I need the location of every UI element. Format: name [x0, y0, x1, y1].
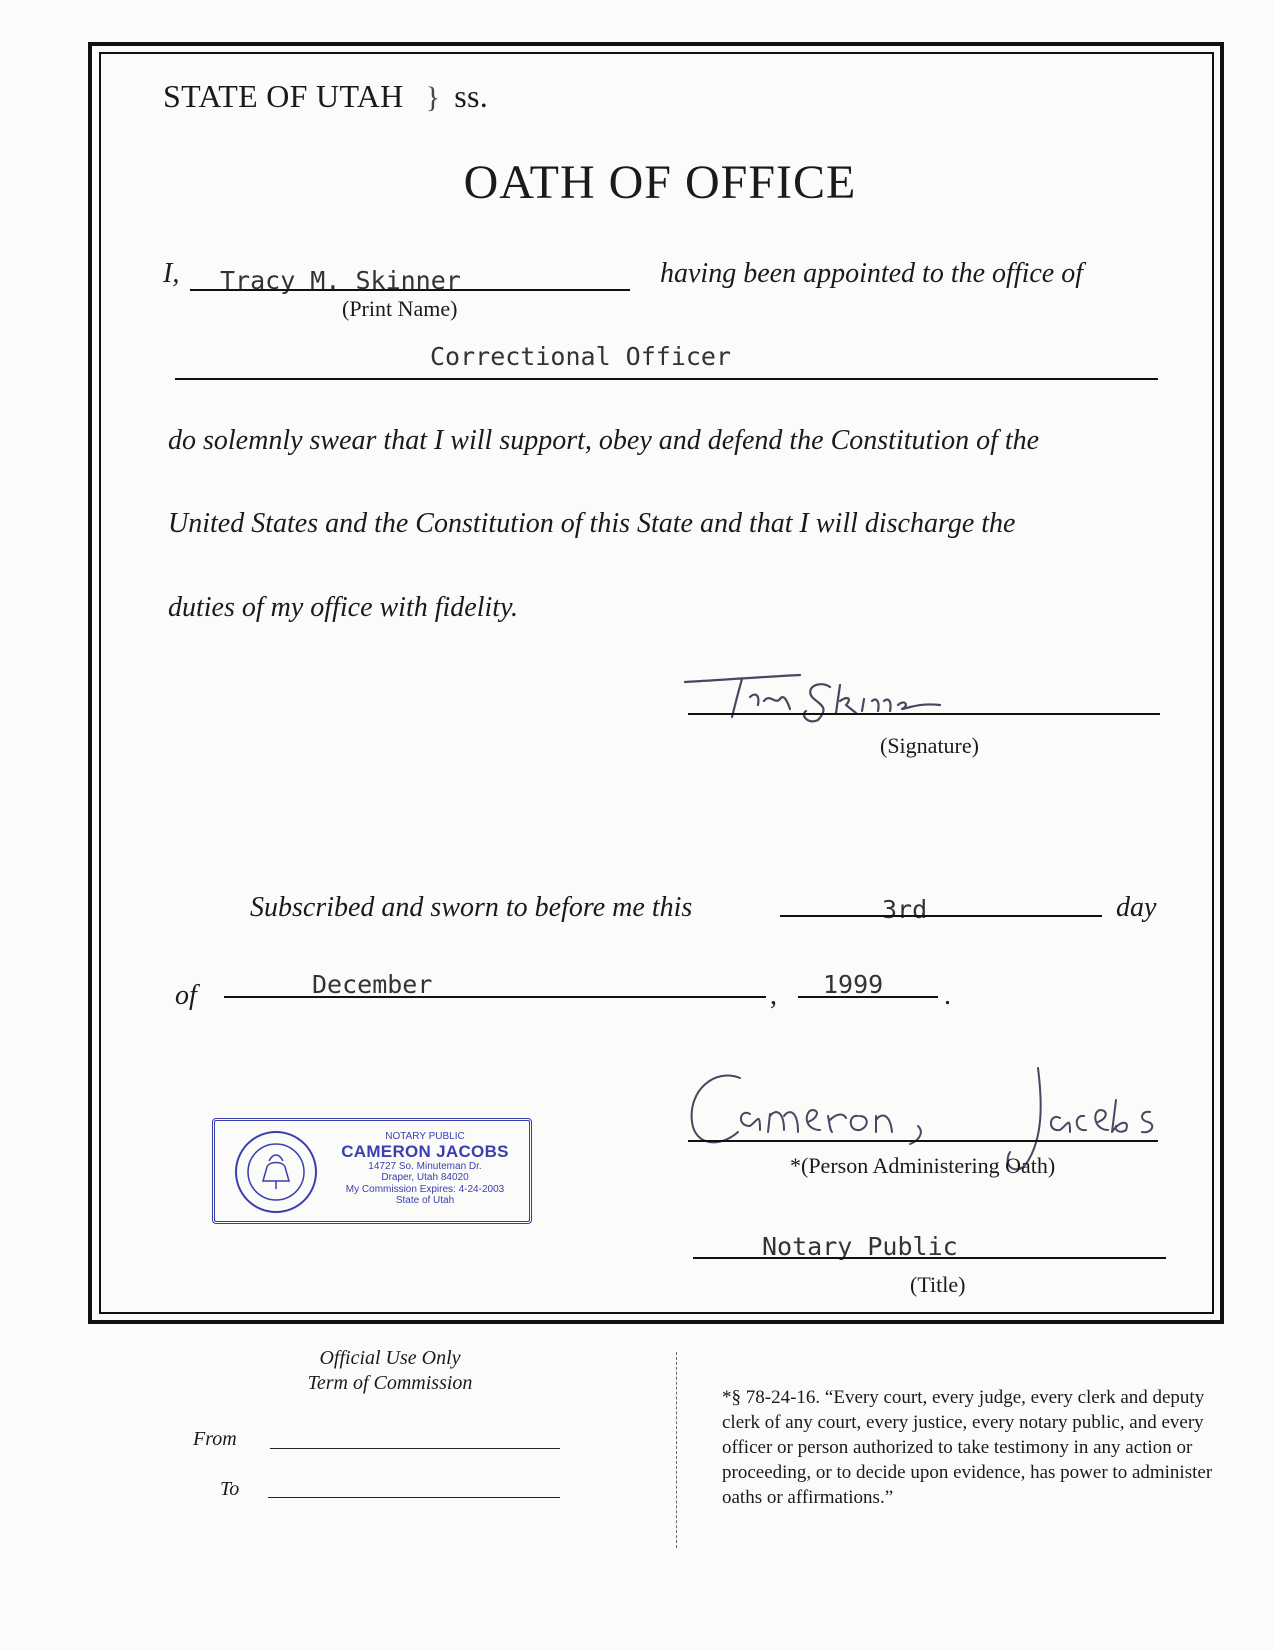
- administrator-title-value: Notary Public: [762, 1232, 958, 1261]
- sworn-comma: ,: [770, 980, 777, 1011]
- signature-handwriting: [680, 665, 980, 725]
- section-divider: [676, 1352, 677, 1548]
- stamp-line-2: CAMERON JACOBS: [341, 1142, 509, 1162]
- from-line: [270, 1448, 560, 1449]
- administrator-line: [688, 1140, 1158, 1142]
- oath-body-line-1: do solemnly swear that I will support, obey and defend the Constitution of the: [168, 425, 1040, 456]
- to-label: To: [220, 1478, 240, 1500]
- sworn-month-value: December: [312, 970, 433, 999]
- sworn-of-word: of: [175, 980, 197, 1011]
- administrator-caption: *(Person Administering Oath): [790, 1153, 1056, 1178]
- signature-caption: (Signature): [880, 733, 979, 758]
- venue-ss: ss.: [454, 78, 489, 114]
- oath-body-line-2: United States and the Constitution of this State and that I will discharge the: [168, 508, 1016, 539]
- stamp-line-6: State of Utah: [395, 1194, 455, 1206]
- term-of-commission-heading: Term of Commission: [307, 1372, 473, 1394]
- print-name-caption: (Print Name): [342, 296, 458, 321]
- venue-label: STATE OF UTAH: [163, 78, 404, 114]
- state-seal-icon: [233, 1129, 319, 1215]
- office-line: [175, 378, 1158, 380]
- sworn-year-line: [798, 996, 938, 998]
- venue-header: [163, 78, 488, 115]
- sworn-year-value: 1999: [823, 970, 884, 999]
- administrator-title-caption: (Title): [910, 1272, 966, 1297]
- administrator-title-line: [693, 1257, 1166, 1259]
- stamp-line-4: Draper, Utah 84020: [381, 1172, 469, 1184]
- to-line: [268, 1497, 560, 1498]
- print-name-line: [190, 289, 630, 291]
- statute-text: *§ 78-24-16. “Every court, every judge, every clerk and deputy clerk of any court, every justice, every notary public, and every officer or person authorized to take testimony in any action or proceeding, or to decide upon evidence, has power to administer oaths or affirmations.”: [722, 1387, 1213, 1508]
- official-use-heading: Official Use Only: [319, 1347, 461, 1369]
- sworn-prefix: Subscribed and sworn to before me this: [250, 892, 693, 923]
- notary-stamp: [212, 1118, 532, 1224]
- sworn-month-line: [224, 996, 766, 998]
- oath-body-line-3: duties of my office with fidelity.: [168, 592, 518, 623]
- sworn-day-value: 3rd: [882, 895, 928, 924]
- sworn-day-word: day: [1116, 892, 1157, 923]
- venue-brace: }: [425, 81, 441, 114]
- stamp-line-1: NOTARY PUBLIC: [385, 1131, 465, 1142]
- from-label: From: [193, 1428, 237, 1450]
- i-prefix: I,: [163, 258, 180, 289]
- sworn-day-line: [780, 915, 1102, 917]
- stamp-line-3: 14727 So. Minuteman Dr.: [368, 1161, 482, 1173]
- document-title: OATH OF OFFICE: [463, 156, 857, 209]
- office-value: Correctional Officer: [430, 342, 732, 371]
- sworn-period: .: [944, 980, 951, 1011]
- stamp-line-5: My Commission Expires: 4-24-2003: [345, 1183, 505, 1195]
- print-name-value: Tracy M. Skinner: [220, 266, 461, 295]
- appointed-text: having been appointed to the office of: [660, 258, 1084, 289]
- signature-line: [688, 713, 1160, 715]
